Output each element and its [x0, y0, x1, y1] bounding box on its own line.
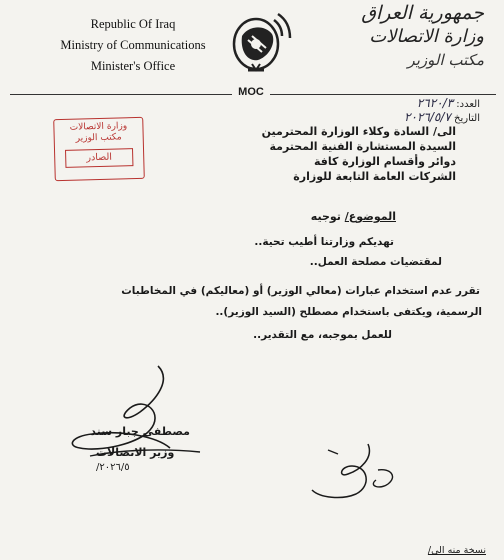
country-name-ar: جمهورية العراق [361, 2, 484, 24]
recipient-line: السيدة المستشارة الفنية المحترمة [269, 140, 456, 153]
signatory-title: وزير الاتصالات [96, 446, 175, 459]
office-name-ar: مكتب الوزير [407, 51, 484, 69]
outgoing-stamp [53, 117, 145, 181]
recipients-list [186, 124, 456, 184]
office-name-en: Minister's Office [90, 59, 176, 73]
reference-number-value: ٢٦٢٠/٣ [416, 96, 454, 110]
recipient-line: دوائر وأقسام الوزارة كافة [313, 155, 456, 168]
stamp-ministry: وزارة الاتصالات [69, 121, 128, 133]
stamp-outgoing-box: الصادر [65, 148, 133, 168]
reference-block [290, 97, 480, 125]
body-line-2: تقرر عدم استخدام عبارات (معالي الوزير) أو (معاليكم) في المخاطبات [121, 285, 480, 297]
greeting: تهديكم وزارتنا أطيب تحية.. [254, 236, 394, 248]
subject-line [311, 210, 396, 223]
reference-date-value: ٢٠٢٦/٥/٧ [404, 110, 451, 124]
header-divider-left [10, 94, 232, 95]
body-line-3: الرسمية، ويكتفى باستخدام مصطلح (السيد الوزير).. [215, 306, 482, 318]
reference-number-label: العدد: [456, 99, 480, 110]
recipient-line: الشركات العامة التابعة للوزارة [293, 170, 456, 183]
header-divider-right [270, 94, 496, 95]
copy-to-label: نسخة منه الى/ [427, 545, 486, 556]
subject-value: توجيه [310, 210, 341, 223]
signatory-date: ٢٠٢٦/٥/ [96, 462, 130, 473]
english-letterhead [28, 14, 238, 77]
moc-abbreviation: MOC [238, 86, 264, 98]
reference-date-label: التاريخ [454, 113, 480, 124]
closing-line: للعمل بموجبه، مع التقدير.. [253, 329, 392, 341]
signatory-name: مصطفى جبار سند [90, 425, 190, 438]
body-line-1: لمقتضيات مصلحة العمل.. [309, 256, 442, 268]
subject-label: الموضوع/ [344, 210, 396, 223]
stamp-office: مكتب الوزير [75, 132, 122, 144]
country-name-en: Republic Of Iraq [90, 17, 176, 31]
ministry-logo-icon [218, 6, 298, 78]
recipient-line: الى/ السادة وكلاء الوزارة المحترمين [261, 125, 456, 138]
ministry-name-ar: وزارة الاتصالات [369, 26, 484, 47]
ministry-name-en: Ministry of Communications [60, 38, 206, 52]
arabic-letterhead [316, 2, 484, 71]
initials-signature [298, 440, 408, 510]
